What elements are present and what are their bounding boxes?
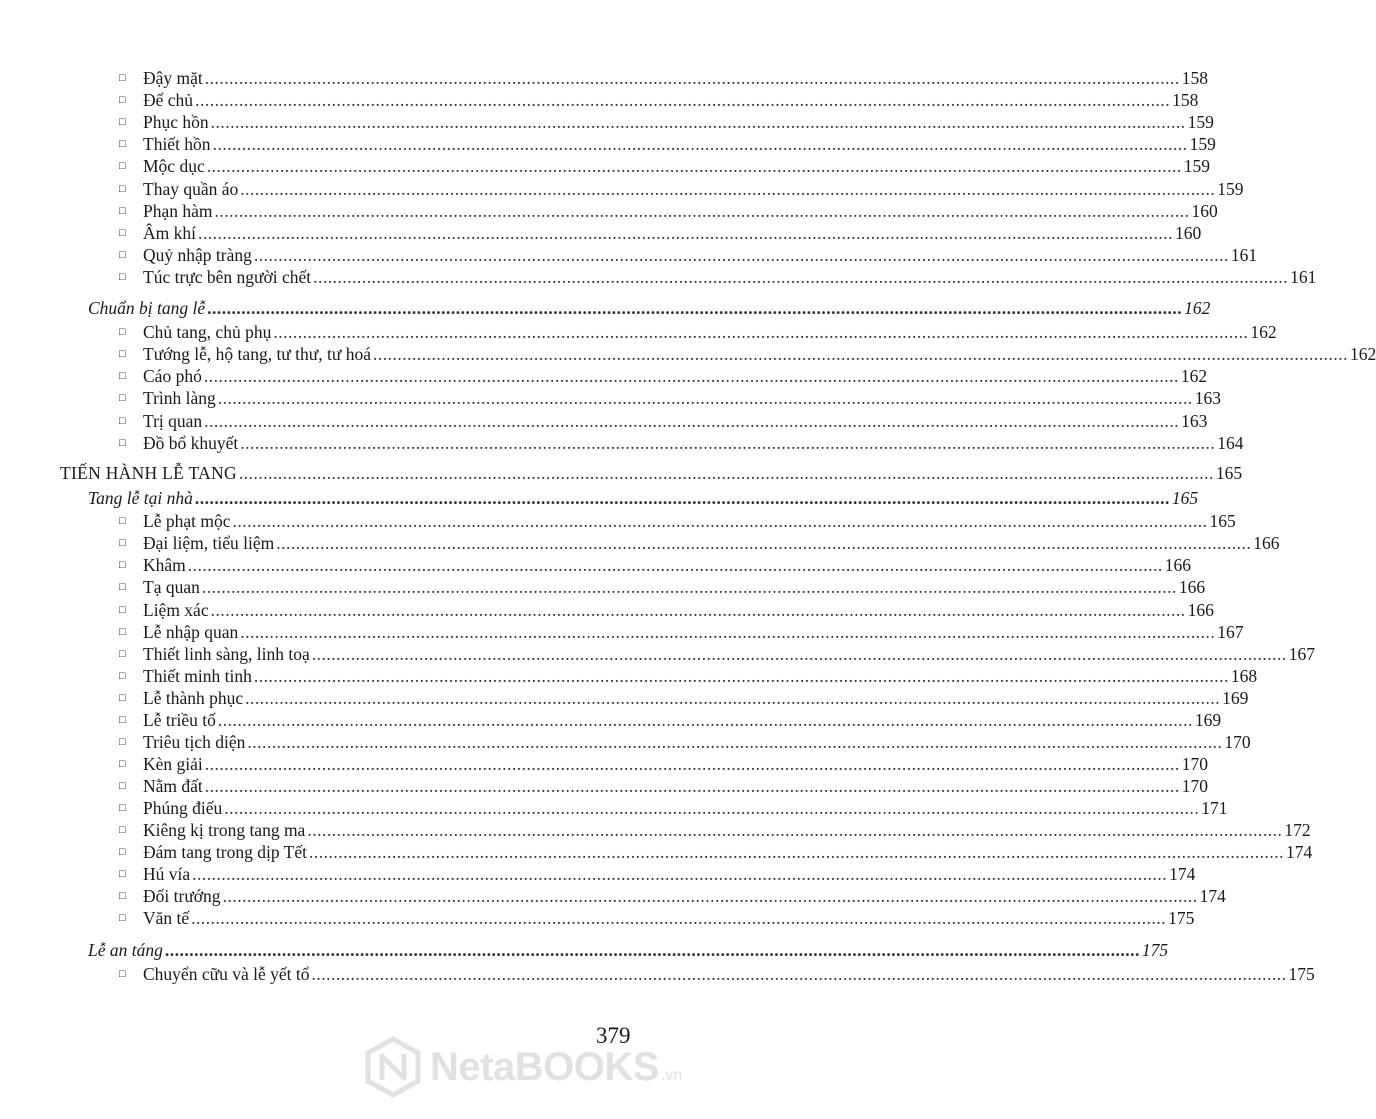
toc-entry-title: Phúng điếu	[143, 798, 223, 818]
toc-entry	[119, 863, 1196, 885]
toc-entry	[119, 155, 1210, 177]
dot-leader: ........................................................................................................................................................................................................	[311, 644, 1287, 664]
bullet-icon: □	[119, 912, 126, 924]
toc-entry-page: 158	[1181, 68, 1209, 88]
toc-entry	[119, 510, 1236, 532]
dot-leader: ........................................................................................................................................................................................................	[204, 68, 1180, 88]
bullet-icon: □	[119, 626, 126, 638]
dot-leader: ........................................................................................................................................................................................................	[311, 964, 1287, 984]
toc-entry-page: 159	[1217, 179, 1244, 199]
toc-entry	[119, 775, 1209, 797]
bullet-icon: □	[119, 138, 126, 150]
toc-entry	[119, 387, 1222, 409]
watermark	[362, 1036, 682, 1098]
bullet-icon: □	[119, 392, 126, 404]
dot-leader: ........................................................................................................................................................................................................	[222, 886, 1198, 906]
toc-entry-page: 166	[1253, 533, 1280, 553]
toc-entry	[119, 67, 1209, 89]
dot-leader: ........................................................................................................................................................................................................	[373, 344, 1348, 364]
bullet-icon: □	[119, 846, 126, 858]
toc-entry-page: 160	[1175, 223, 1202, 243]
dot-leader: ........................................................................................................................................................................................................	[273, 322, 1249, 342]
toc-entry	[119, 321, 1277, 343]
toc-entry-title: Kiêng kị trong tang ma	[143, 820, 306, 840]
bullet-icon: □	[119, 670, 126, 682]
toc-entry	[119, 410, 1208, 432]
toc-entry-title: Triêu tịch diện	[143, 732, 246, 752]
toc-entry	[119, 89, 1199, 111]
toc-entry-title: Đậy mặt	[143, 68, 203, 88]
toc-entry	[119, 532, 1280, 554]
dot-leader: ........................................................................................................................................................................................................	[210, 112, 1186, 132]
toc-entry-page: 174	[1285, 842, 1313, 862]
toc-entry-page: 162	[1250, 322, 1277, 342]
bullet-icon: □	[119, 515, 126, 527]
toc-entry	[119, 731, 1251, 753]
toc-section-title: Tang lễ tại nhà	[88, 488, 193, 508]
bullet-icon: □	[119, 370, 126, 382]
page-number: 379	[596, 1023, 631, 1048]
bullet-icon: □	[119, 348, 126, 360]
bullet-icon: □	[119, 537, 126, 549]
netabooks-logo-icon	[362, 1036, 424, 1098]
toc-entry-page: 172	[1284, 820, 1311, 840]
toc-entry-page: 169	[1194, 710, 1222, 730]
bullet-icon: □	[119, 160, 126, 172]
toc-entry-title: Thiết hồn	[143, 134, 211, 154]
dot-leader: ........................................................................................................................................................................................................	[192, 864, 1168, 884]
toc-entry-page: 162	[1350, 344, 1376, 364]
toc-entry-page: 170	[1224, 732, 1251, 752]
bullet-icon: □	[119, 780, 126, 792]
dot-leader: ........................................................................................................................................................................................................	[198, 223, 1173, 243]
dot-leader: ........................................................................................................................................................................................................	[217, 388, 1193, 408]
toc-section-title: Lễ an táng	[88, 940, 163, 960]
dot-leader: ........................................................................................................................................................................................................	[253, 666, 1229, 686]
dot-leader: ........................................................................................................................................................................................................	[195, 90, 1171, 110]
toc-entry	[119, 576, 1206, 598]
dot-leader: ........................................................................................................................................................................................................	[240, 179, 1216, 199]
bullet-icon: □	[119, 736, 126, 748]
bullet-icon: □	[119, 581, 126, 593]
toc-entry-page: 170	[1181, 754, 1209, 774]
toc-entry-page: 158	[1172, 90, 1199, 110]
bullet-icon: □	[119, 692, 126, 704]
dot-leader: ........................................................................................................................................................................................................	[313, 267, 1289, 287]
toc-entry-page: 169	[1222, 688, 1249, 708]
toc-entry-title: Phục hồn	[143, 112, 209, 132]
bullet-icon: □	[119, 802, 126, 814]
dot-leader: ........................................................................................................................................................................................................	[245, 688, 1221, 708]
toc-entry-page: 159	[1189, 134, 1216, 154]
bullet-icon: □	[119, 758, 126, 770]
dot-leader: ........................................................................................................................................................................................................	[217, 710, 1193, 730]
toc-entry	[119, 621, 1244, 643]
toc-entry-page: 175	[1288, 964, 1315, 984]
dot-leader: ........................................................................................................................................................................................................	[201, 577, 1177, 597]
toc-entry-page: 159	[1183, 156, 1210, 176]
dot-leader: ........................................................................................................................................................................................................	[240, 433, 1216, 453]
dot-leader: ........................................................................................................................................................................................................	[164, 940, 1140, 960]
dot-leader: ........................................................................................................................................................................................................	[276, 533, 1252, 553]
bullet-icon: □	[119, 205, 126, 217]
toc-entry-title: Tướng lễ, hộ tang, tư thư, tư hoá	[143, 344, 371, 364]
toc-entry-page: 167	[1288, 644, 1315, 664]
toc-entry-page: 165	[1171, 488, 1199, 508]
dot-leader: ........................................................................................................................................................................................................	[214, 201, 1190, 221]
toc-entry-title: Lễ phạt mộc	[143, 511, 231, 531]
toc-chapter-heading	[60, 462, 1243, 484]
toc-entry	[119, 841, 1313, 863]
bullet-icon: □	[119, 415, 126, 427]
toc-entry-title: Thiết linh sàng, linh toạ	[143, 644, 310, 664]
toc-entry	[119, 554, 1192, 576]
toc-entry-page: 159	[1187, 112, 1214, 132]
toc-entry	[119, 643, 1315, 665]
toc-entry	[119, 343, 1376, 365]
toc-entry-title: Đám tang trong dịp Tết	[143, 842, 307, 862]
toc-entry	[119, 266, 1317, 288]
toc-entry-title: Âm khí	[143, 223, 196, 243]
dot-leader: ........................................................................................................................................................................................................	[210, 600, 1186, 620]
dot-leader: ........................................................................................................................................................................................................	[204, 776, 1180, 796]
toc-entry	[119, 753, 1209, 775]
toc-entry-page: 174	[1169, 864, 1196, 884]
bullet-icon: □	[119, 72, 126, 84]
toc-entry-title: Đại liệm, tiểu liệm	[143, 533, 275, 553]
toc-section-heading	[88, 487, 1199, 509]
dot-leader: ........................................................................................................................................................................................................	[308, 842, 1284, 862]
bullet-icon: □	[119, 968, 126, 980]
toc-entry-page: 163	[1194, 388, 1222, 408]
toc-entry-title: Văn tế	[143, 908, 190, 928]
toc-entry-title: Chủ tang, chủ phụ	[143, 322, 272, 342]
toc-entry-page: 161	[1290, 267, 1317, 287]
toc-entry-page: 166	[1178, 577, 1206, 597]
toc-entry-page: 175	[1168, 908, 1195, 928]
watermark-domain: .vn	[660, 1066, 683, 1084]
dot-leader: ........................................................................................................................................................................................................	[207, 298, 1183, 318]
toc-entry-page: 174	[1199, 886, 1226, 906]
dot-leader: ........................................................................................................................................................................................................	[204, 754, 1180, 774]
toc-entry-page: 165	[1209, 511, 1236, 531]
toc-entry	[119, 907, 1195, 929]
toc-entry-title: Thay quần áo	[143, 179, 239, 199]
toc-entry-title: Kèn giải	[143, 754, 203, 774]
toc-entry-title: Trị quan	[143, 411, 203, 431]
toc-entry-title: Lễ triều tố	[143, 710, 216, 730]
toc-entry-page: 171	[1201, 798, 1228, 818]
dot-leader: ........................................................................................................................................................................................................	[194, 488, 1170, 508]
bullet-icon: □	[119, 559, 126, 571]
toc-entry	[119, 797, 1228, 819]
toc-entry	[119, 365, 1208, 387]
toc-entry	[119, 200, 1218, 222]
toc-entry-title: Phạn hàm	[143, 201, 213, 221]
toc-entry-title: Đồ bổ khuyết	[143, 433, 239, 453]
toc-entry	[119, 244, 1258, 266]
toc-entry-page: 170	[1181, 776, 1209, 796]
toc-entry-title: Túc trực bên người chết	[143, 267, 312, 287]
bullet-icon: □	[119, 437, 126, 449]
toc-entry	[119, 885, 1226, 907]
toc-entry-title: Tạ quan	[143, 577, 200, 597]
toc-entry-page: 162	[1180, 366, 1208, 386]
bullet-icon: □	[119, 227, 126, 239]
dot-leader: ........................................................................................................................................................................................................	[191, 908, 1167, 928]
dot-leader: ........................................................................................................................................................................................................	[204, 411, 1180, 431]
toc-entry-title: Trình làng	[143, 388, 216, 408]
toc-entry-title: Cáo phó	[143, 366, 202, 386]
toc-entry	[119, 599, 1214, 621]
toc-entry	[119, 111, 1214, 133]
toc-entry-title: Lễ nhập quan	[143, 622, 239, 642]
toc-entry-page: 160	[1191, 201, 1218, 221]
dot-leader: ........................................................................................................................................................................................................	[206, 156, 1182, 176]
toc-chapter-title: TIẾN HÀNH LỄ TANG	[60, 463, 237, 483]
toc-entry-title: Liệm xác	[143, 600, 209, 620]
dot-leader: ........................................................................................................................................................................................................	[232, 511, 1208, 531]
bullet-icon: □	[119, 183, 126, 195]
watermark-brand: NetaBOOKS	[430, 1044, 659, 1089]
toc-entry	[119, 133, 1216, 155]
toc-entry-page: 162	[1184, 298, 1211, 318]
toc-entry	[119, 963, 1315, 985]
dot-leader: ........................................................................................................................................................................................................	[253, 245, 1229, 265]
toc-entry	[119, 709, 1222, 731]
toc-entry-title: Khâm	[143, 555, 186, 575]
toc-section-heading	[88, 939, 1169, 961]
toc-entry-title: Đối trướng	[143, 886, 221, 906]
toc-entry	[119, 665, 1258, 687]
bullet-icon: □	[119, 249, 126, 261]
toc-section-heading	[88, 297, 1211, 319]
bullet-icon: □	[119, 604, 126, 616]
bullet-icon: □	[119, 271, 126, 283]
toc-entry	[119, 687, 1249, 709]
toc-entry-title: Chuyển cữu và lễ yết tổ	[143, 964, 310, 984]
toc-entry-page: 163	[1181, 411, 1208, 431]
toc-section-title: Chuẩn bị tang lễ	[88, 298, 206, 318]
toc-entry	[119, 432, 1244, 454]
bullet-icon: □	[119, 868, 126, 880]
toc-entry-title: Mộc dục	[143, 156, 205, 176]
toc-entry-title: Nằm đất	[143, 776, 203, 796]
bullet-icon: □	[119, 824, 126, 836]
toc-entry	[119, 819, 1311, 841]
toc-entry-page: 166	[1164, 555, 1192, 575]
bullet-icon: □	[119, 116, 126, 128]
toc-entry-title: Quỷ nhập tràng	[143, 245, 252, 265]
toc-entry-page: 165	[1215, 463, 1243, 483]
toc-entry-page: 161	[1230, 245, 1258, 265]
dot-leader: ........................................................................................................................................................................................................	[224, 798, 1200, 818]
dot-leader: ........................................................................................................................................................................................................	[238, 463, 1214, 483]
dot-leader: ........................................................................................................................................................................................................	[212, 134, 1188, 154]
toc-entry-page: 168	[1230, 666, 1258, 686]
bullet-icon: □	[119, 648, 126, 660]
dot-leader: ........................................................................................................................................................................................................	[307, 820, 1283, 840]
toc-entry-title: Để chủ	[143, 90, 194, 110]
bullet-icon: □	[119, 714, 126, 726]
bullet-icon: □	[119, 890, 126, 902]
toc-entry-page: 164	[1217, 433, 1244, 453]
toc-entry-page: 175	[1141, 940, 1169, 960]
toc-entry-title: Hú vía	[143, 864, 191, 884]
dot-leader: ........................................................................................................................................................................................................	[187, 555, 1163, 575]
dot-leader: ........................................................................................................................................................................................................	[247, 732, 1223, 752]
dot-leader: ........................................................................................................................................................................................................	[203, 366, 1179, 386]
toc-entry-page: 167	[1217, 622, 1244, 642]
toc-entry	[119, 222, 1202, 244]
bullet-icon: □	[119, 94, 126, 106]
toc-entry	[119, 178, 1244, 200]
toc-entry-page: 166	[1187, 600, 1214, 620]
bullet-icon: □	[119, 326, 126, 338]
toc-entry-title: Thiết minh tinh	[143, 666, 252, 686]
toc-entry-title: Lễ thành phục	[143, 688, 244, 708]
dot-leader: ........................................................................................................................................................................................................	[240, 622, 1216, 642]
